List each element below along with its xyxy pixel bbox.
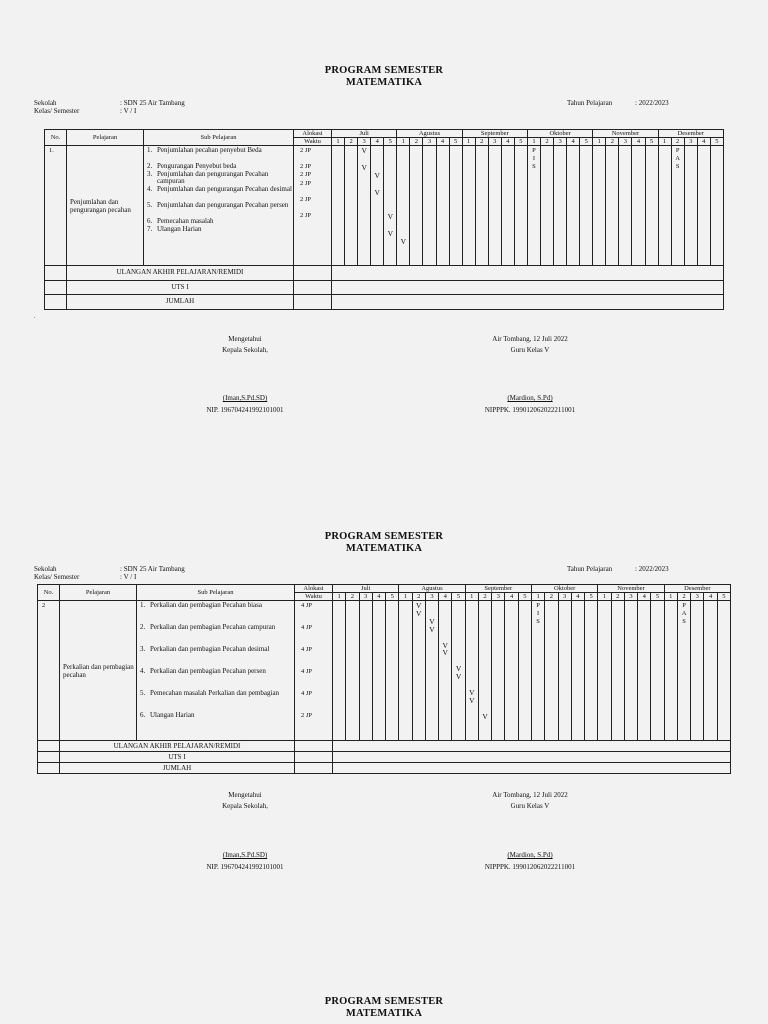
sub-item-num: 1. xyxy=(140,601,146,609)
header-sub: Sub Pelajaran xyxy=(137,585,295,601)
week-cell xyxy=(462,146,475,266)
row-no: 2 xyxy=(38,601,60,741)
header-week: 5 xyxy=(386,593,399,601)
week-cell xyxy=(412,601,425,741)
sub-item xyxy=(140,668,294,690)
week-cell xyxy=(527,146,540,266)
header-waktu: Waktu xyxy=(295,593,333,601)
alokasi-list xyxy=(294,146,332,266)
doc-subtitle: MATEMATIKA xyxy=(345,77,423,88)
alokasi-item: 2 JP xyxy=(300,171,312,178)
sub-item-text: Penjumlahan dan pengurangan Pecahan campuran xyxy=(157,170,269,186)
header-week: 5 xyxy=(585,593,598,601)
doc-title-2: PROGRAM SEMESTER xyxy=(324,531,444,542)
sub-item-num: 7. xyxy=(147,225,153,234)
header-week: 3 xyxy=(358,138,371,146)
exam-letter: P xyxy=(682,602,686,609)
header-week: 4 xyxy=(571,593,584,601)
exam-letter: S xyxy=(536,618,540,625)
alokasi-item: 4 JP xyxy=(301,646,313,653)
week-cell xyxy=(423,146,436,266)
week-cell xyxy=(359,601,372,741)
footer-blank xyxy=(45,280,67,295)
alokasi-item: 2 JP xyxy=(300,147,312,154)
header-month: September xyxy=(462,130,527,138)
week-cell xyxy=(514,146,527,266)
header-week: 1 xyxy=(333,593,346,601)
week-cell xyxy=(691,601,704,741)
sub-item-num: 3. xyxy=(140,645,146,653)
sub-item-text: Perkalian dan pembagian Pecahan campuran xyxy=(150,623,276,631)
alokasi-item: 2 JP xyxy=(300,162,312,170)
header-week: 1 xyxy=(399,593,412,601)
header-alokasi: Alokasi xyxy=(294,130,332,138)
sig1-right-name: (Mardion, S.Pd) xyxy=(507,394,553,402)
header-no: No. xyxy=(38,585,60,601)
header-week: 4 xyxy=(372,593,385,601)
header-week: 2 xyxy=(412,593,425,601)
header-week: 1 xyxy=(397,138,410,146)
header-month: Agustus xyxy=(397,130,462,138)
exam-letter: S xyxy=(532,163,536,170)
meta-sekolah xyxy=(34,99,185,107)
week-cell xyxy=(638,601,651,741)
footer-span xyxy=(332,295,724,310)
week-cell xyxy=(501,146,514,266)
sub-item-num: 1. xyxy=(147,146,153,154)
header-week: 3 xyxy=(554,138,567,146)
alokasi-item xyxy=(300,220,331,228)
header-week: 5 xyxy=(710,138,723,146)
week-cell xyxy=(371,146,384,266)
tahun-label: Tahun Pelajaran xyxy=(567,99,613,107)
week-cell xyxy=(710,146,723,266)
week-cell xyxy=(358,146,371,266)
footer-label: UTS I xyxy=(60,752,295,763)
check-mark: V xyxy=(442,640,448,650)
footer-span xyxy=(332,266,724,281)
header-week: 2 xyxy=(606,138,619,146)
sig1-left-name: (Iman,S.Pd.SD) xyxy=(222,394,268,402)
week-cell xyxy=(593,146,606,266)
sub-item-text: Ulangan Harian xyxy=(157,225,202,234)
header-no: No. xyxy=(45,130,67,146)
header-week: 1 xyxy=(527,138,540,146)
sig2-right-l1: Air Tombang, 12 Juli 2022 xyxy=(492,791,568,799)
kelas-value: : V / I xyxy=(120,107,137,115)
week-cell xyxy=(410,146,423,266)
sub-item-text: Pemecahan masalah Perkalian dan pembagian xyxy=(150,689,280,697)
header-week: 5 xyxy=(580,138,593,146)
header-week: 3 xyxy=(691,593,704,601)
week-cell xyxy=(452,601,465,741)
alokasi-item: 2 JP xyxy=(300,179,312,187)
sub-item-text: Ulangan Harian xyxy=(150,711,195,719)
header-week: 2 xyxy=(671,138,684,146)
week-cell xyxy=(611,601,624,741)
week-cell xyxy=(439,601,452,741)
header-week: 4 xyxy=(704,593,717,601)
sub-list xyxy=(144,146,294,266)
sub-item-num: 6. xyxy=(147,216,153,225)
footer-cell xyxy=(294,295,332,310)
doc-title-3: PROGRAM SEMESTER xyxy=(324,996,444,1007)
footer-cell xyxy=(295,741,333,752)
header-week: 5 xyxy=(518,593,531,601)
week-cell xyxy=(397,146,410,266)
header-week: 1 xyxy=(332,138,345,146)
alokasi-item: 4 JP xyxy=(301,624,313,631)
header-month: Oktober xyxy=(527,130,592,138)
meta-tahun-2 xyxy=(567,565,669,573)
sekolah-value: : SDN 25 Air Tambang xyxy=(120,565,185,573)
week-cell xyxy=(632,146,645,266)
sub-item-text: Perkalian dan pembagian Pecahan biasa xyxy=(150,601,262,609)
header-month: November xyxy=(598,585,664,593)
footer-blank xyxy=(45,295,67,310)
check-mark: V xyxy=(442,648,448,658)
check-mark: V xyxy=(482,711,488,721)
week-cell xyxy=(449,146,462,266)
week-cell xyxy=(386,601,399,741)
header-week: 1 xyxy=(531,593,544,601)
header-week: 5 xyxy=(514,138,527,146)
kelas-label: Kelas/ Semester xyxy=(34,107,80,115)
schedule-table-1 xyxy=(44,129,724,310)
header-week: 2 xyxy=(410,138,423,146)
sub-item-text: Pengurangan Penyebut beda xyxy=(157,161,237,170)
header-week: 3 xyxy=(492,593,505,601)
footer-label: JUMLAH xyxy=(67,295,294,310)
header-week: 4 xyxy=(632,138,645,146)
sig1-right-nip: NIPPPK. 199012062022211001 xyxy=(484,406,576,414)
header-week: 3 xyxy=(423,138,436,146)
sig1-right-l1: Air Tombang, 12 Juli 2022 xyxy=(492,335,568,343)
check-mark: V xyxy=(416,601,422,610)
sig1-right-l2: Guru Kelas V xyxy=(510,346,550,354)
header-week: 2 xyxy=(478,593,491,601)
sub-item xyxy=(147,186,293,202)
check-mark: V xyxy=(361,146,367,155)
header-month: September xyxy=(465,585,531,593)
check-mark: V xyxy=(400,237,407,247)
week-cell xyxy=(333,601,346,741)
week-cell xyxy=(465,601,478,741)
header-month: November xyxy=(593,130,658,138)
check-mark: V xyxy=(469,687,475,697)
header-week: 2 xyxy=(545,593,558,601)
header-week: 5 xyxy=(384,138,397,146)
sub-item xyxy=(140,602,294,624)
week-cell xyxy=(475,146,488,266)
kelas-label: Kelas/ Semester xyxy=(34,573,80,581)
sig1-left-l2: Kepala Sekolah, xyxy=(222,346,268,354)
sekolah-label: Sekolah xyxy=(34,99,57,107)
header-week: 1 xyxy=(465,593,478,601)
alokasi-item: 2 JP xyxy=(300,211,312,219)
header-week: 3 xyxy=(425,593,438,601)
row-pelajaran: Penjumlahan dan pengurangan pecahan xyxy=(67,146,144,266)
footer-blank xyxy=(38,763,60,774)
alokasi-item: 4 JP xyxy=(301,602,313,609)
footer-cell xyxy=(295,763,333,774)
header-week: 2 xyxy=(611,593,624,601)
week-cell xyxy=(372,601,385,741)
exam-letter: P xyxy=(675,147,680,154)
header-week: 1 xyxy=(462,138,475,146)
week-cell xyxy=(677,601,690,741)
check-mark: V xyxy=(469,695,475,705)
sub-item-num: 2. xyxy=(140,623,146,631)
header-week: 2 xyxy=(345,138,358,146)
stray-dot: . xyxy=(34,314,36,320)
header-week: 2 xyxy=(541,138,554,146)
footer-label: UTS I xyxy=(67,280,294,295)
exam-letter: A xyxy=(675,155,680,162)
week-cell xyxy=(571,601,584,741)
check-mark: V xyxy=(429,616,435,626)
check-mark: V xyxy=(416,608,422,618)
header-week: 3 xyxy=(359,593,372,601)
header-week: 4 xyxy=(567,138,580,146)
week-cell xyxy=(585,601,598,741)
header-sub: Sub Pelajaran xyxy=(144,130,294,146)
header-month: Agustus xyxy=(399,585,465,593)
meta-kelas xyxy=(34,107,136,115)
alokasi-item: 2 JP xyxy=(300,195,312,203)
row-pelajaran: Perkalian dan pembagian pecahan xyxy=(60,601,137,741)
header-week: 5 xyxy=(651,593,664,601)
check-mark: V xyxy=(455,672,462,682)
sub-list xyxy=(137,601,295,741)
tahun-label: Tahun Pelajaran xyxy=(567,565,613,573)
footer-span xyxy=(333,741,731,752)
sub-item-num: 4. xyxy=(140,667,146,675)
row-no: 1. xyxy=(45,146,67,266)
footer-cell xyxy=(294,266,332,281)
header-month: Juli xyxy=(332,130,397,138)
kelas-value: : V / I xyxy=(120,573,137,581)
week-cell xyxy=(664,601,677,741)
exam-letter: I xyxy=(537,610,540,617)
sub-item-text: Penjumlahan dan pengurangan Pecahan persen xyxy=(157,200,289,209)
footer-span xyxy=(333,752,731,763)
sub-item-num: 3. xyxy=(147,170,153,178)
week-cell xyxy=(651,601,664,741)
header-waktu: Waktu xyxy=(294,138,332,146)
week-cell xyxy=(478,601,491,741)
sub-item-num: 5. xyxy=(147,200,153,209)
sub-item xyxy=(140,712,294,722)
week-cell xyxy=(580,146,593,266)
header-pelajaran: Pelajaran xyxy=(60,585,137,601)
week-cell xyxy=(492,601,505,741)
header-week: 5 xyxy=(717,593,730,601)
week-cell xyxy=(606,146,619,266)
check-mark: V xyxy=(374,187,380,197)
week-cell xyxy=(531,601,544,741)
sig2-left-name: (Iman,S.Pd.SD) xyxy=(222,851,268,859)
header-week: 2 xyxy=(475,138,488,146)
footer-label: ULANGAN AKHIR PELAJARAN/REMIDI xyxy=(60,741,295,752)
schedule-table-2 xyxy=(37,584,731,774)
sub-item-num: 5. xyxy=(140,689,146,697)
sub-item xyxy=(147,226,293,234)
header-month: Oktober xyxy=(531,585,597,593)
alokasi-item: 4 JP xyxy=(301,690,313,697)
exam-letter: P xyxy=(532,147,536,154)
header-week: 2 xyxy=(677,593,690,601)
sub-item xyxy=(147,202,293,218)
sub-item-text: Pemecahan masalah xyxy=(157,216,214,225)
check-mark: V xyxy=(387,229,393,238)
week-cell xyxy=(488,146,501,266)
header-week: 3 xyxy=(619,138,632,146)
exam-letter: S xyxy=(682,618,686,625)
sekolah-value: : SDN 25 Air Tambang xyxy=(120,99,185,107)
sig2-left-l2: Kepala Sekolah, xyxy=(222,802,268,810)
week-cell xyxy=(697,146,710,266)
check-mark: V xyxy=(387,212,393,222)
sub-item-text: Perkalian dan pembagian Pecahan persen xyxy=(150,667,266,675)
header-week: 1 xyxy=(593,138,606,146)
meta-kelas-2 xyxy=(34,573,136,581)
header-month: Desember xyxy=(664,585,730,593)
week-cell xyxy=(717,601,730,741)
week-cell xyxy=(425,601,438,741)
footer-cell xyxy=(294,280,332,295)
header-week: 4 xyxy=(371,138,384,146)
alokasi-item: 2 JP xyxy=(301,712,313,719)
week-cell xyxy=(545,601,558,741)
sub-item-text: Penjumlahan pecahan penyebut Beda xyxy=(157,146,262,154)
header-week: 4 xyxy=(436,138,449,146)
week-cell xyxy=(558,601,571,741)
week-cell xyxy=(671,146,684,266)
header-week: 5 xyxy=(449,138,462,146)
footer-label: ULANGAN AKHIR PELAJARAN/REMIDI xyxy=(67,266,294,281)
sig2-left-l1: Mengetahui xyxy=(228,791,262,799)
week-cell xyxy=(399,601,412,741)
sub-item xyxy=(140,646,294,668)
exam-letter: I xyxy=(532,155,536,162)
header-week: 2 xyxy=(346,593,359,601)
header-month: Juli xyxy=(333,585,399,593)
sub-item xyxy=(147,147,293,163)
header-week: 1 xyxy=(658,138,671,146)
sig1-left-l1: Mengetahui xyxy=(228,335,262,343)
week-cell xyxy=(658,146,671,266)
alokasi-list xyxy=(295,601,333,741)
check-mark: V xyxy=(374,170,380,180)
sekolah-label: Sekolah xyxy=(34,565,57,573)
header-month: Desember xyxy=(658,130,723,138)
week-cell xyxy=(704,601,717,741)
sub-item xyxy=(140,690,294,712)
sub-item xyxy=(147,171,293,186)
header-week: 5 xyxy=(645,138,658,146)
sub-item-text: Perkalian dan pembagian Pecahan desimal xyxy=(150,645,270,653)
week-cell xyxy=(554,146,567,266)
week-cell xyxy=(619,146,632,266)
tahun-value: : 2022/2023 xyxy=(635,565,669,573)
week-cell xyxy=(598,601,611,741)
week-cell xyxy=(624,601,637,741)
sub-item xyxy=(140,624,294,646)
week-cell xyxy=(384,146,397,266)
header-week: 3 xyxy=(488,138,501,146)
check-mark: V xyxy=(455,664,462,674)
header-week: 3 xyxy=(684,138,697,146)
exam-letter: A xyxy=(681,610,687,617)
header-week: 4 xyxy=(638,593,651,601)
footer-span xyxy=(333,763,731,774)
week-cell xyxy=(505,601,518,741)
sig2-right-nip: NIPPPK. 199012062022211001 xyxy=(484,863,576,871)
header-week: 4 xyxy=(439,593,452,601)
doc-title: PROGRAM SEMESTER xyxy=(324,65,444,76)
sig2-right-l2: Guru Kelas V xyxy=(510,802,550,810)
meta-tahun xyxy=(567,99,669,107)
week-cell xyxy=(541,146,554,266)
header-week: 4 xyxy=(501,138,514,146)
header-week: 5 xyxy=(452,593,465,601)
tahun-value: : 2022/2023 xyxy=(635,99,669,107)
footer-blank xyxy=(38,741,60,752)
header-alokasi: Alokasi xyxy=(295,585,333,593)
week-cell xyxy=(345,146,358,266)
sub-item-text: Penjumlahan dan pengurangan Pecahan desimal xyxy=(157,184,292,193)
doc-subtitle-2: MATEMATIKA xyxy=(345,543,423,554)
exam-letter: P xyxy=(536,602,540,609)
meta-sekolah-2 xyxy=(34,565,185,573)
footer-cell xyxy=(295,752,333,763)
sig2-left-nip: NIP. 196704241992101001 xyxy=(206,863,284,871)
sub-item-num: 4. xyxy=(147,184,153,193)
check-mark: V xyxy=(429,624,435,634)
week-cell xyxy=(684,146,697,266)
alokasi-item: 4 JP xyxy=(301,668,313,675)
header-pelajaran: Pelajaran xyxy=(67,130,144,146)
week-cell xyxy=(567,146,580,266)
week-cell xyxy=(436,146,449,266)
exam-letter: S xyxy=(675,163,680,170)
week-cell xyxy=(332,146,345,266)
header-week: 1 xyxy=(664,593,677,601)
sub-item-num: 6. xyxy=(140,711,146,719)
header-week: 4 xyxy=(505,593,518,601)
week-cell xyxy=(645,146,658,266)
sig1-left-nip: NIP. 196704241992101001 xyxy=(206,406,284,414)
header-week: 4 xyxy=(697,138,710,146)
footer-label: JUMLAH xyxy=(60,763,295,774)
week-cell xyxy=(346,601,359,741)
footer-blank xyxy=(38,752,60,763)
doc-subtitle-3: MATEMATIKA xyxy=(345,1008,423,1019)
header-week: 1 xyxy=(598,593,611,601)
header-week: 3 xyxy=(624,593,637,601)
check-mark: V xyxy=(361,162,367,172)
sig2-right-name: (Mardion, S.Pd) xyxy=(507,851,553,859)
sub-item-num: 2. xyxy=(147,161,153,170)
week-cell xyxy=(518,601,531,741)
footer-blank xyxy=(45,266,67,281)
header-week: 3 xyxy=(558,593,571,601)
footer-span xyxy=(332,280,724,295)
